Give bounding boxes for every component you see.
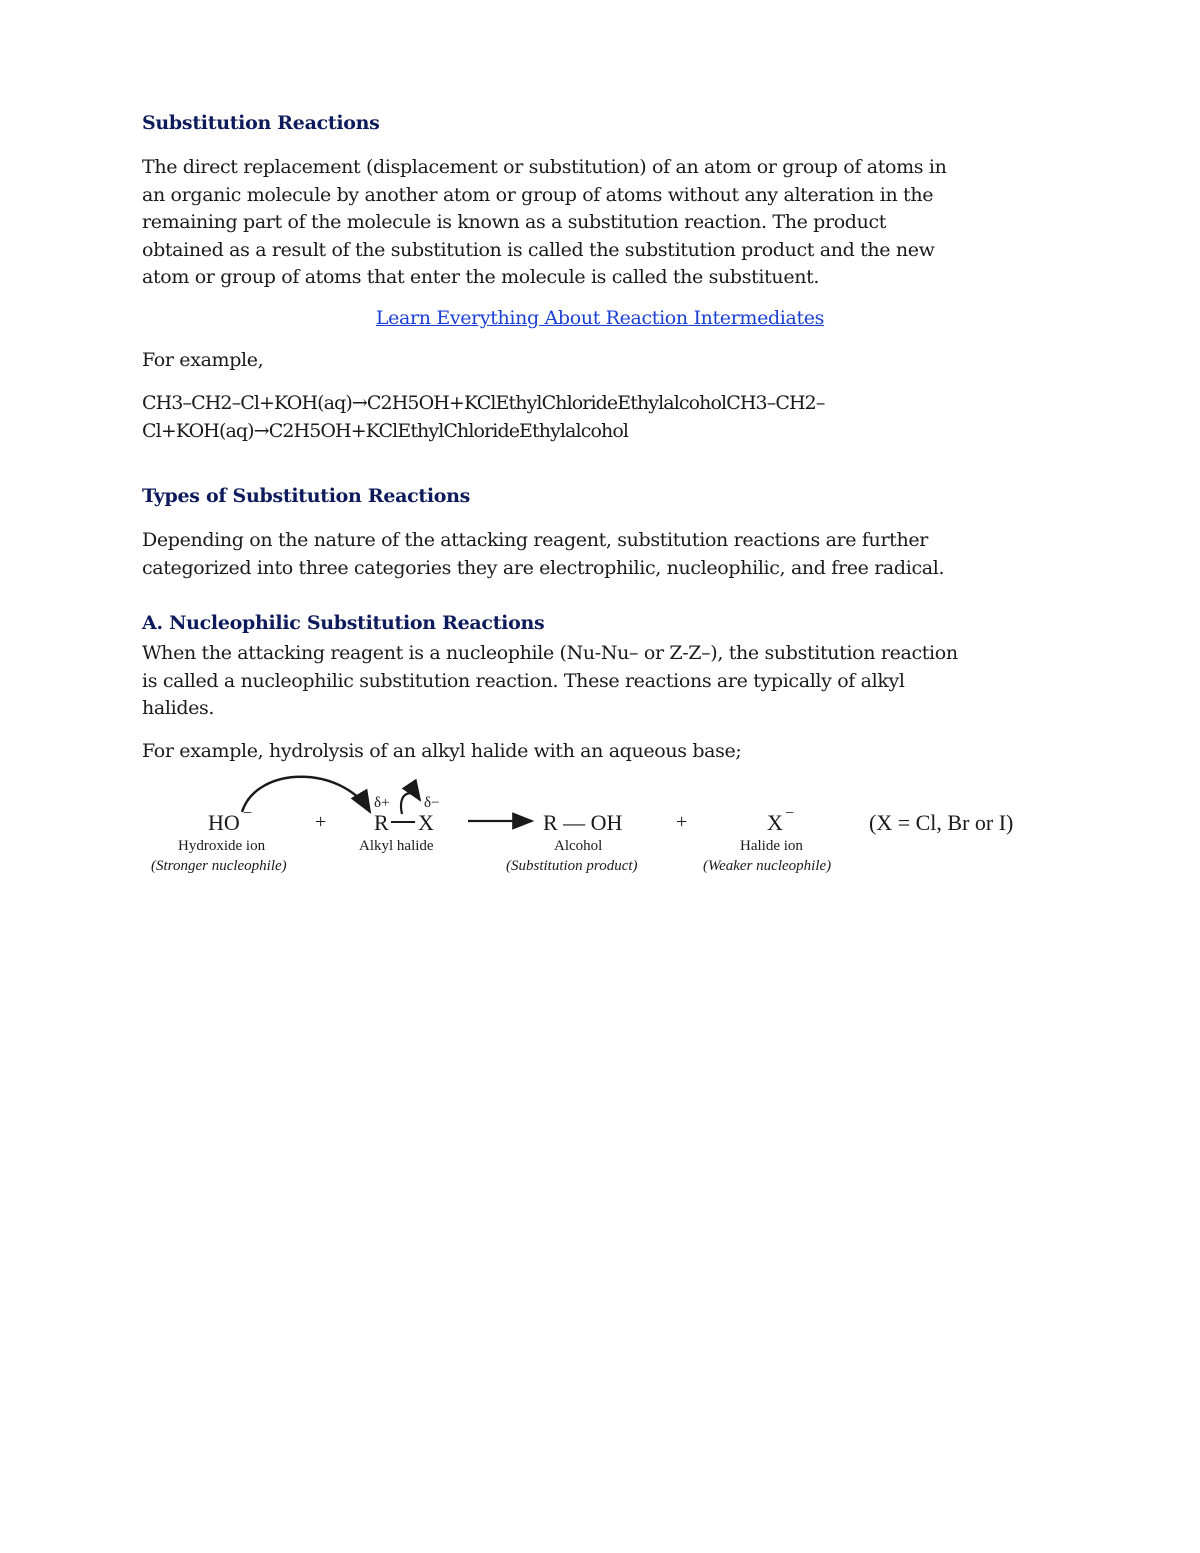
alkyl-x: X [418, 810, 434, 835]
hydrolysis-example-text: For example, hydrolysis of an alkyl halide with an aqueous base; [142, 740, 742, 762]
hydroxide-note: (Stronger nucleophile) [151, 858, 287, 874]
types-paragraph [142, 527, 1047, 582]
reaction-diagram [142, 770, 1042, 880]
paragraph-line: an organic molecule by another atom or group of atoms without any alteration in the [142, 183, 934, 206]
halide-formula: X [767, 810, 783, 835]
paragraph-line: The direct replacement (displacement or substitution) of an atom or group of atoms in [142, 156, 947, 178]
reaction-intermediates-link[interactable]: Learn Everything About Reaction Intermediates [375, 307, 825, 329]
nucleophilic-paragraph [142, 640, 1047, 723]
alkyl-r: R [374, 810, 389, 835]
alcohol-formula: R — OH [543, 810, 623, 835]
halogen-condition: (X = Cl, Br or I) [869, 810, 1014, 835]
plus-sign: + [676, 811, 688, 833]
paragraph-line: is called a nucleophilic substitution reaction. These reactions are typically of alkyl [142, 669, 905, 692]
section-heading-nucleophilic: A. Nucleophilic Substitution Reactions [142, 612, 545, 634]
alcohol-note: (Substitution product) [506, 858, 638, 874]
hydrolysis-example [142, 738, 1047, 766]
paragraph-line: halides. [142, 697, 215, 719]
equation-line: CH3–CH2–Cl+KOH(aq)→C2H5OH+KClEthylChlorideEthylalcoholCH3–CH2– [142, 392, 825, 414]
hydroxide-label: Hydroxide ion [178, 838, 266, 854]
section-heading-substitution-reactions: Substitution Reactions [142, 112, 380, 134]
delta-plus-label: δ+ [374, 795, 390, 811]
alcohol-label: Alcohol [554, 838, 603, 854]
alkyl-halide-label: Alkyl halide [359, 838, 434, 854]
intro-paragraph [142, 154, 1047, 292]
link-container [142, 307, 1058, 329]
equation-text [142, 390, 1047, 445]
paragraph-line: Depending on the nature of the attacking reagent, substitution reactions are further [142, 529, 928, 551]
paragraph-line: obtained as a result of the substitution is called the substitution product and the new [142, 238, 935, 261]
curved-arrow-icon [242, 777, 370, 812]
halide-note: (Weaker nucleophile) [703, 858, 832, 874]
example-label-text: For example, [142, 349, 264, 371]
delta-minus-label: δ− [424, 795, 440, 811]
hydroxide-formula: HO [208, 810, 240, 835]
paragraph-line: atom or group of atoms that enter the molecule is called the substituent. [142, 266, 820, 288]
plus-sign: + [315, 811, 327, 833]
paragraph-line: categorized into three categories they are electrophilic, nucleophilic, and free radical. [142, 556, 945, 579]
halide-charge: − [785, 805, 795, 822]
paragraph-line: When the attacking reagent is a nucleophile (Nu-Nu– or Z-Z–), the substitution reaction [142, 642, 958, 664]
section-heading-types: Types of Substitution Reactions [142, 485, 471, 507]
example-label [142, 347, 1047, 375]
hydroxide-charge: − [243, 805, 253, 822]
halide-label: Halide ion [740, 838, 803, 854]
paragraph-line: remaining part of the molecule is known as a substitution reaction. The product [142, 211, 887, 233]
equation-line: Cl+KOH(aq)→C2H5OH+KClEthylChlorideEthylalcohol [142, 419, 629, 442]
